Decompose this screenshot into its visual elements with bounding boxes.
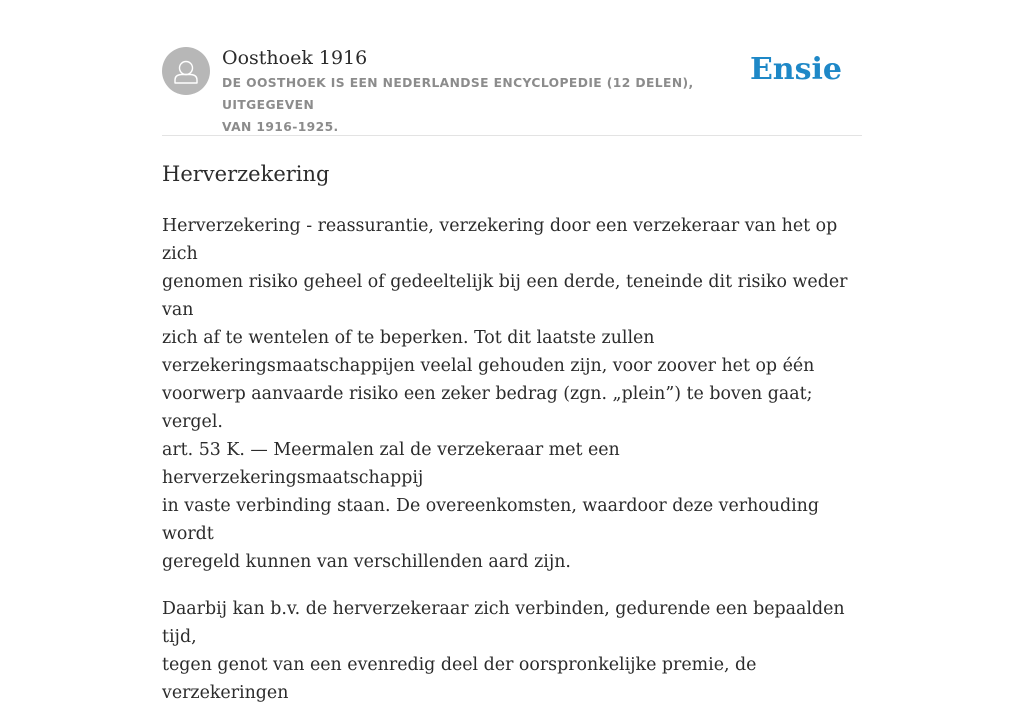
article-body — [162, 212, 867, 726]
article-paragraph: Daarbij kan b.v. de herverzekeraar zich verbinden, gedurende een bepaalden tijd, tegen genot van een evenredig deel der oorspronkelijke premie, de verzekeringen — [162, 599, 845, 703]
divider — [162, 135, 862, 136]
user-icon — [162, 47, 210, 95]
article-title: Herverzekering — [162, 162, 330, 186]
article-paragraph: Herverzekering - reassurantie, verzekering door een verzekeraar van het op zich genomen risiko geheel of gedeeltelijk bij een derde, teneinde dit risiko weder van zich af te wentelen of te beperken. Tot dit laatste zullen verzekeringsmaatschappijen veelal gehouden zijn, voor zoover het op één voorwerp aanvaarde risiko een zeker bedrag (zgn. „plein”) te boven gaat; vergel. art. 53 K. — Meermalen zal de verzekeraar met een herverzekeringsmaatschappij in vaste verbinding staan. De overeenkomsten, waardoor deze verhouding wordt geregeld kunnen van verschillenden aard zijn. — [162, 216, 848, 572]
source-description: DE OOSTHOEK IS EEN NEDERLANDSE ENCYCLOPEDIE (12 DELEN), UITGEGEVEN VAN 1916-1925. — [222, 76, 694, 134]
ensie-logo[interactable]: Ensie — [749, 52, 842, 87]
avatar[interactable] — [162, 47, 210, 95]
source-header — [162, 46, 862, 134]
source-name[interactable]: Oosthoek 1916 — [222, 47, 368, 69]
